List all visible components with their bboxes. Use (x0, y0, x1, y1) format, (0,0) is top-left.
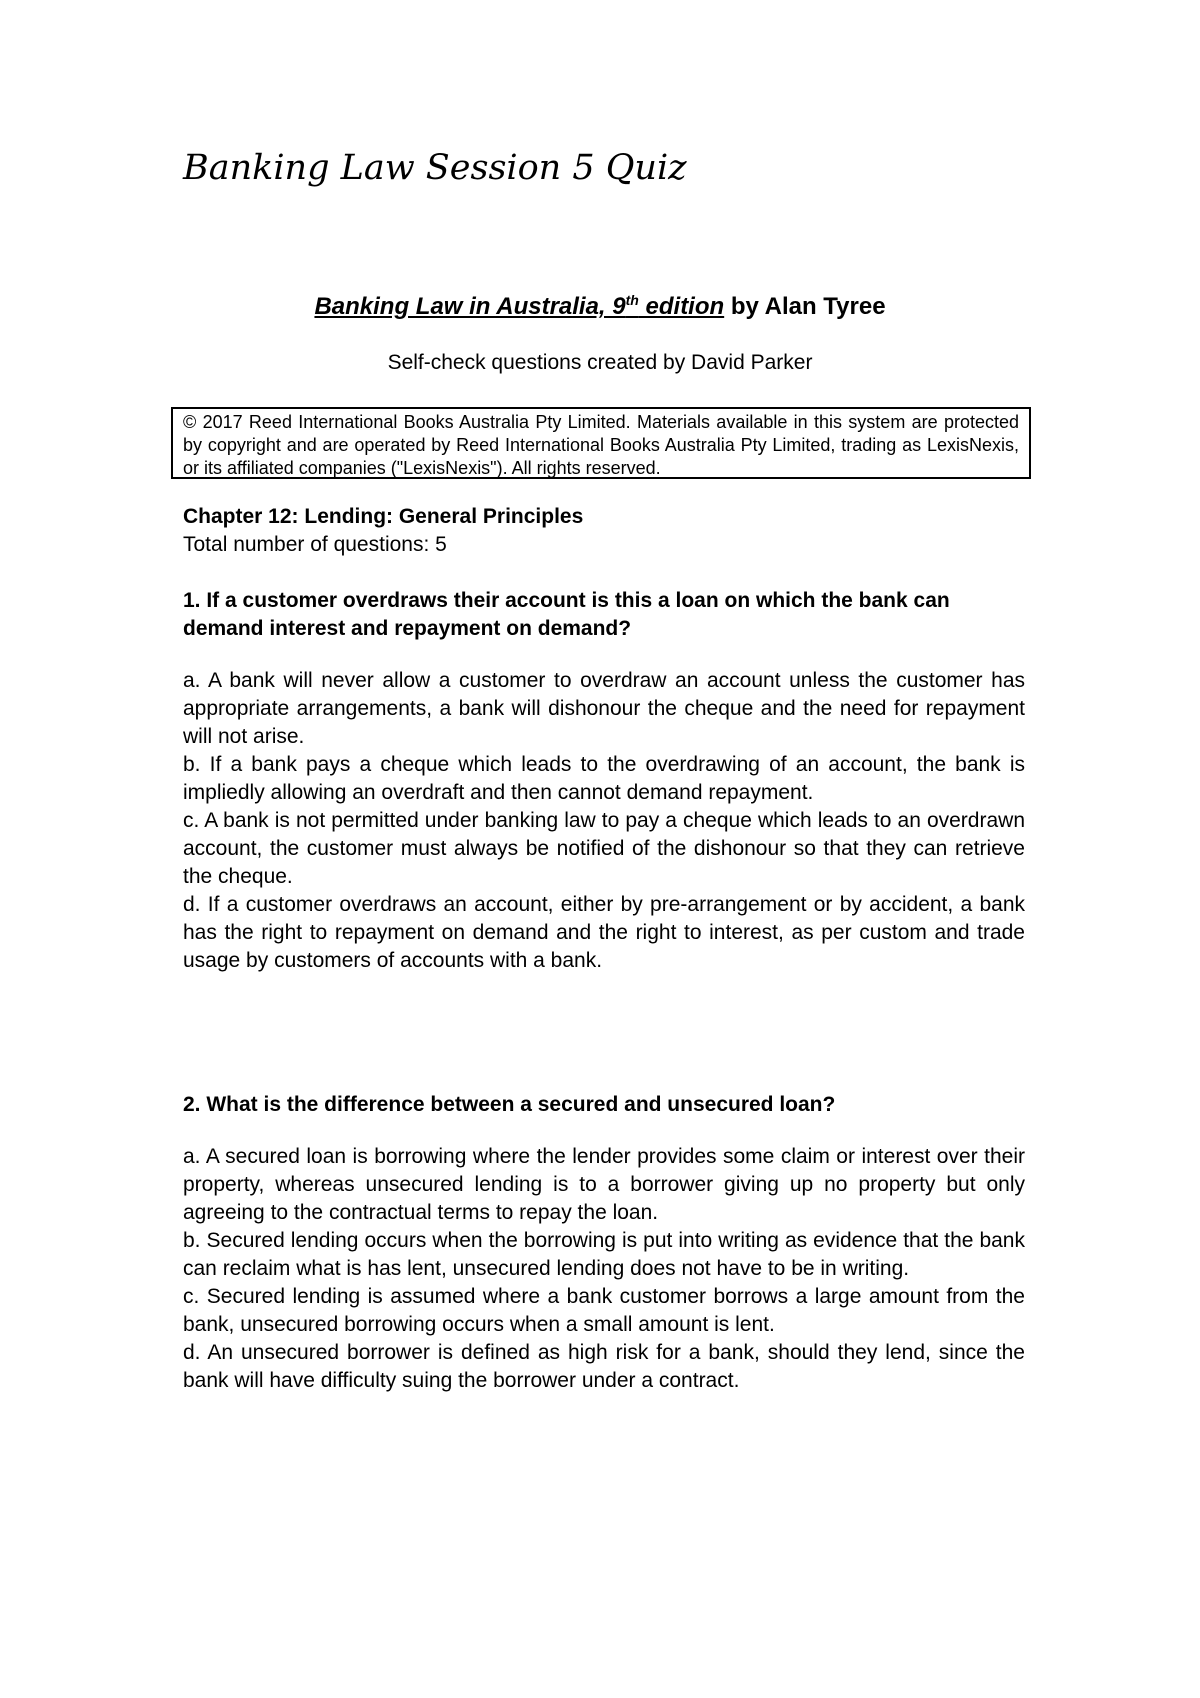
question-2-options (183, 1143, 1025, 1395)
question-2: 2. What is the difference between a secured and unsecured loan? (183, 1093, 836, 1116)
question-1-options (183, 667, 1025, 975)
quiz-content (183, 503, 1025, 1395)
copyright-notice: © 2017 Reed International Books Australia Pty Limited. Materials available in this system are protected by copyright and are operated by Reed International Books Australia Pty Limited, trading as LexisNexis, or its affiliated companies ("LexisNexis"). All rights reserved. (171, 407, 1031, 479)
option-2a: a. A secured loan is borrowing where the lender provides some claim or interest over their property, whereas unsecured lending is to a borrower giving up no property but only agreeing to the contractual terms to repay the loan. (183, 1145, 1025, 1224)
book-title (314, 293, 724, 320)
option-2c: c. Secured lending is assumed where a bank customer borrows a large amount from the bank, unsecured borrowing occurs when a small amount is lent. (183, 1285, 1025, 1336)
option-1d: d. If a customer overdraws an account, either by pre-arrangement or by accident, a bank has the right to repayment on demand and the right to interest, as per custom and trade usage by customers of accounts with a bank. (183, 893, 1025, 972)
option-1b: b. If a bank pays a cheque which leads to the overdrawing of an account, the bank is impliedly allowing an overdraft and then cannot demand repayment. (183, 753, 1025, 804)
question-1: 1. If a customer overdraws their account is this a loan on which the bank can demand interest and repayment on demand? (183, 589, 950, 640)
creator-line: Self-check questions created by David Parker (387, 351, 813, 374)
book-author: by Alan Tyree (724, 293, 886, 320)
edition-word: edition (638, 293, 725, 320)
edition-suffix: th (625, 292, 639, 308)
book-title-text: Banking Law in Australia, 9 (314, 293, 626, 320)
option-1c: c. A bank is not permitted under banking law to pay a cheque which leads to an overdrawn account, the customer must always be notified of the dishonour so that they can retrieve the cheque. (183, 809, 1025, 888)
page-title: Banking Law Session 5 Quiz (183, 148, 687, 188)
option-1a: a. A bank will never allow a customer to overdraw an account unless the customer has appropriate arrangements, a bank will dishonour the cheque and the need for repayment will not arise. (183, 669, 1025, 748)
option-2d: d. An unsecured borrower is defined as high risk for a bank, should they lend, since the bank will have difficulty suing the borrower under a contract. (183, 1341, 1025, 1392)
option-2b: b. Secured lending occurs when the borrowing is put into writing as evidence that the bank can reclaim what is has lent, unsecured lending does not have to be in writing. (183, 1229, 1025, 1280)
book-citation (183, 292, 1017, 322)
chapter-heading: Chapter 12: Lending: General Principles (183, 505, 584, 528)
question-count: Total number of questions: 5 (183, 533, 447, 556)
